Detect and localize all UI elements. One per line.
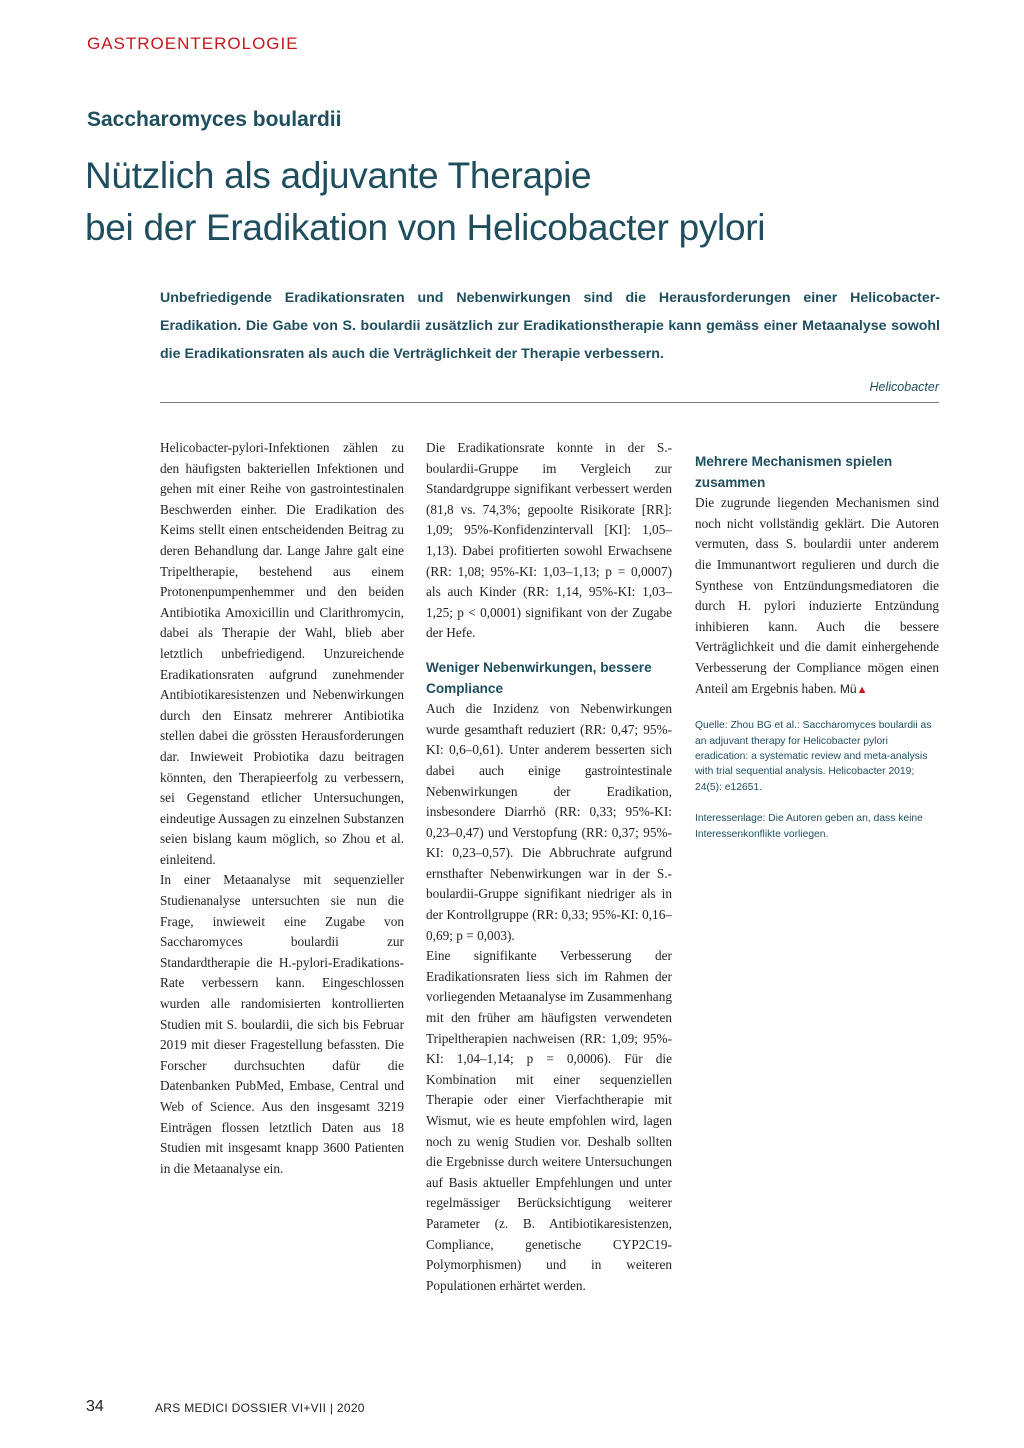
conflict-footnote: Interessenlage: Die Autoren geben an, dass keine Interessenkonflikte vorliegen. xyxy=(695,813,923,840)
body-paragraph: Helicobacter-pylori-Infektionen zählen zu den häufigsten bakteriellen Infektionen und gehen mit einer Reihe von gastrointestinalen Beschwerden einher. Die Eradikation des Keims stellt einen entscheidenden Beitrag zu deren Behandlung dar. Lange Jahre galt eine Tripeltherapie, bestehend aus einem Protonenpumpenhemmer und den beiden Antibiotika Amoxicillin und Clarithromycin, dabei als Therapie der Wahl, blieb aber letztlich unbefriedigend. Unzureichende Eradikationsraten aufgrund zunehmender Antibiotikaresistenzen und Nebenwirkungen durch den Einsatz mehrerer Antibiotika stellen dabei die grössten Herausforderungen dar. Inwieweit Probiotika dazu beitragen könnten, den Therapieerfolg zu verbessern, sei Gegenstand etlicher Untersuchungen, eindeutige Aussagen zu einzelnen Substanzen seien bislang kaum möglich, so Zhou et al. einleitend. xyxy=(160,440,404,867)
body-paragraph: Auch die Inzidenz von Nebenwirkungen wurde gesamthaft reduziert (RR: 0,47; 95%-KI: 0,6–0,61). Unter anderem besserten sich dabei auch einige gastrointestinale Nebenwirkungen der Eradikation, insbesondere Diarrhö (RR: 0,33; 95%-KI: 0,23–0,47) und Verstopfung (RR: 0,37; 95%-KI: 0,23–0,57). Die Abbruchrate aufgrund ernsthafter Nebenwirkungen war in der S.-boulardii-Gruppe signifikant niedriger als in der Kontrollgruppe (RR: 0,33; 95%-KI: 0,16–0,69; p = 0,003). xyxy=(426,701,672,943)
text-column-1 xyxy=(160,438,404,1179)
text-column-2 xyxy=(426,438,672,1296)
title-line-2: bei der Eradikation von Helicobacter pylori xyxy=(85,207,766,248)
text-column-3 xyxy=(695,438,939,842)
journal-name: ARS MEDICI DOSSIER VI+VII | 2020 xyxy=(155,1401,365,1415)
title-line-1: Nützlich als adjuvante Therapie xyxy=(85,155,592,196)
article-title xyxy=(85,150,765,254)
subheading: Weniger Nebenwirkungen, bessere Compliance xyxy=(426,659,652,696)
section-label: GASTROENTEROLOGIE xyxy=(87,34,299,53)
body-paragraph xyxy=(695,493,939,700)
author-initials: Mü xyxy=(839,681,857,696)
source-footnote: Quelle: Zhou BG et al.: Saccharomyces boulardii as an adjuvant therapy for Helicobacter pylori eradication: a systematic review and meta-analysis with trial sequential analysis. Helicobacter 2019; 24(5): e12651. xyxy=(695,720,932,793)
lead-paragraph: Unbefriedigende Eradikationsraten und Nebenwirkungen sind die Herausforderungen einer Helicobacter-Eradikation. Die Gabe von S. boulardii zusätzlich zur Eradikationstherapie kann gemäss einer Metaanalyse sowohl die Eradikationsraten als auch die Verträglichkeit der Therapie verbessern. xyxy=(160,290,940,362)
body-paragraph: Die Eradikationsrate konnte in der S.-boulardii-Gruppe im Vergleich zur Standardgruppe signifikant verbessert werden (81,8 vs. 74,3%; gepoolte Risikorate [RR]: 1,09; 95%-Konfidenzintervall [KI]: 1,05–1,13). Dabei profitierten sowohl Erwachsene (RR: 1,08; 95%-KI: 1,03–1,13; p = 0,0007) als auch Kinder (RR: 1,14, 95%-KI: 1,03–1,25; p < 0,0001) signifikant von der Zugabe der Hefe. xyxy=(426,440,672,641)
body-paragraph: In einer Metaanalyse mit sequenzieller Studienanalyse untersuchten sie nun die Frage, inwieweit eine Zugabe von Saccharomyces boulardii zur Standardtherapie die H.-pylori-Eradikations-Rate verbessern kann. Eingeschlossen wurden alle randomisierten kontrollierten Studien mit S. boulardii, die sich bis Februar 2019 mit dieser Fragestellung befassten. Die Forscher durchsuchten dafür die Datenbanken PubMed, Embase, Central und Web of Science. Aus den insgesamt 3219 Einträgen flossen letztlich Daten aus 18 Studien mit insgesamt knapp 3600 Patienten in die Metaanalyse ein. xyxy=(160,872,404,1176)
divider-rule xyxy=(160,402,939,403)
page-number: 34 xyxy=(86,1398,104,1415)
subheading: Mehrere Mechanismen spielen zusammen xyxy=(695,454,893,490)
topic-tag: Helicobacter xyxy=(869,380,939,394)
end-triangle-icon: ▲ xyxy=(856,683,868,696)
body-paragraph: Eine signifikante Verbesserung der Eradikationsraten liess sich im Rahmen der vorliegenden Metaanalyse im Zusammenhang mit den früher am häufigsten verwendeten Tripeltherapien nachweisen (RR: 1,09; 95%-KI: 1,04–1,14; p = 0,0006). Für die Kombination mit einer sequenziellen Therapie oder einer Vierfachtherapie mit Wismut, wie es heute empfohlen wird, lagen noch zu wenig Studien vor. Deshalb sollten die Ergebnisse durch weitere Untersuchungen auf Basis aktueller Empfehlungen und unter regelmässiger Berücksichtigung weiterer Parameter (z. B. Antibiotikaresistenzen, Compliance, genetische CYP2C19-Polymorphismen) und in weiteren Populationen erhärtet werden. xyxy=(426,948,672,1293)
paragraph-text: Die zugrunde liegenden Mechanismen sind noch nicht vollständig geklärt. Die Autoren vermuten, dass S. boulardii unter anderem die Immunantwort regulieren und durch die Synthese von Entzündungsmediatoren die durch H. pylori induzierte Entzündung inhibieren kann. Auch die bessere Verträglichkeit und die damit einhergehende Verbesserung der Compliance mögen einen Anteil am Ergebnis haben. xyxy=(695,495,939,696)
article-kicker: Saccharomyces boulardii xyxy=(87,108,342,131)
